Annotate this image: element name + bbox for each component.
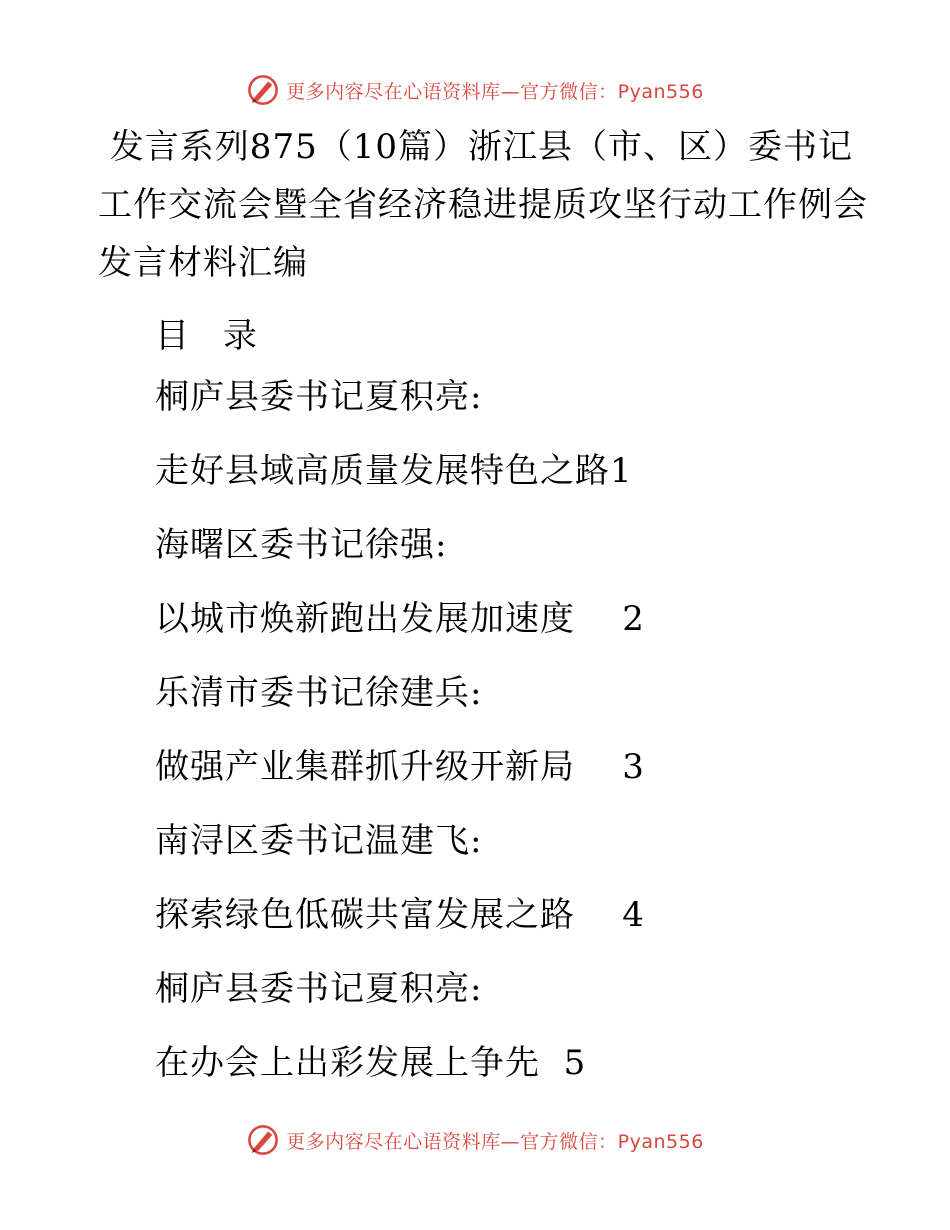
header-watermark — [0, 70, 950, 110]
toc-item: 桐庐县委书记夏积亮: — [155, 969, 483, 1009]
toc-item: 探索绿色低碳共富发展之路 4 — [155, 895, 645, 935]
title-line-2: 工作交流会暨全省经济稳进提质攻坚行动工作例会 — [98, 185, 868, 225]
toc-item: 做强产业集群抓升级开新局 3 — [155, 747, 645, 787]
toc-heading-char-1: 目 — [155, 316, 189, 356]
title-line-1: 发言系列875（10篇）浙江县（市、区）委书记 — [98, 127, 853, 167]
toc-item: 南浔区委书记温建飞: — [155, 821, 483, 861]
watermark-main-text: 更多内容尽在心语资料库 — [286, 80, 501, 103]
watermark-main-text: 更多内容尽在心语资料库 — [286, 1130, 501, 1153]
table-of-contents — [155, 360, 855, 1100]
pen-logo-icon — [246, 1123, 280, 1157]
footer-watermark — [0, 1120, 950, 1160]
toc-item: 以城市焕新跑出发展加速度 2 — [155, 599, 645, 639]
toc-heading-char-2: 录 — [223, 316, 257, 356]
toc-heading — [155, 308, 257, 357]
toc-item: 走好县域高质量发展特色之路1 — [155, 451, 633, 491]
toc-item: 桐庐县委书记夏积亮: — [155, 377, 483, 417]
toc-item: 乐清市委书记徐建兵: — [155, 673, 483, 713]
document-title — [98, 118, 878, 292]
pen-logo-icon — [246, 73, 280, 107]
toc-item: 在办会上出彩发展上争先 5 — [155, 1043, 587, 1083]
toc-item: 海曙区委书记徐强: — [155, 525, 448, 565]
title-line-3: 发言材料汇编 — [98, 243, 308, 283]
watermark-sub-text: —官方微信：Pyan556 — [500, 1130, 704, 1153]
watermark-sub-text: —官方微信：Pyan556 — [500, 80, 704, 103]
